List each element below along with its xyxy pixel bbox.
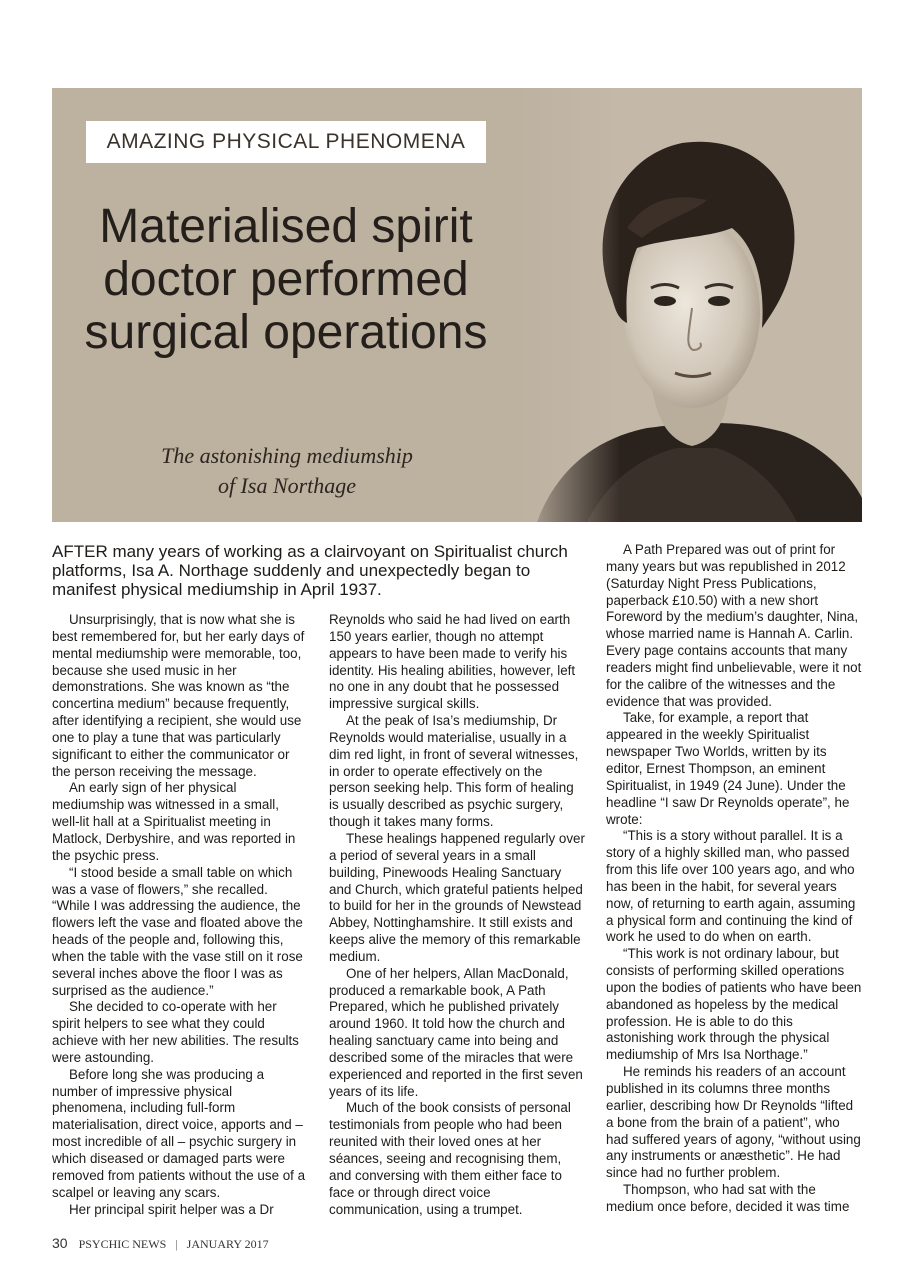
- paragraph: Her principal spirit helper was a Dr: [69, 1201, 274, 1217]
- paragraph: One of her helpers, Allan MacDonald, produced a remarkable book, A Path Prepared, which he published privately around 1960. It told how the church and healing sanctuary came into being and described some of the miracles that were experienced and reported in the first seven years of its life.: [329, 965, 583, 1099]
- paragraph: He reminds his readers of an account published in its columns three months earlier, describing how Dr Reynolds “lifted a bone from the brain of a patient”, who had suffered years of agony, “without using any instruments or anæsthetic”. He had since had no further problem.: [606, 1064, 861, 1181]
- intro-paragraph: AFTER many years of working as a clairvoyant on Spiritualist church platforms, Isa A. Northage suddenly and unexpectedly began to manifest physical mediumship in April 1937.: [52, 542, 568, 599]
- paragraph: Thompson, who had sat with the medium once before, decided it was time: [606, 1182, 850, 1214]
- paragraph: Much of the book consists of personal testimonials from people who had been reunited with their loved ones at her séances, seeing and recognising them, and conversing with them either face to face or through direct voice communication, using a trumpet.: [329, 1100, 571, 1217]
- hero-banner: [52, 88, 862, 522]
- section-kicker: AMAZING PHYSICAL PHENOMENA: [86, 121, 486, 163]
- footer-separator: |: [175, 1237, 178, 1251]
- page-number: 30: [52, 1235, 68, 1251]
- paragraph: Reynolds who said he had lived on earth 150 years earlier, though no attempt appears to have been made to verify his identity. His healing abilities, however, left no one in any doubt that he possessed impressive surgical skills.: [329, 612, 576, 712]
- portrait-photo-isa-northage: [517, 88, 862, 522]
- paragraph: Take, for example, a report that appeared in the weekly Spiritualist newspaper Two Worlds, written by its editor, Ernest Thompson, an eminent Spiritualist, in 1949 (24 June). Under the headline “I saw Dr Reynolds operate”, he wrote:: [606, 710, 850, 827]
- page-footer: [52, 1235, 269, 1252]
- paragraph: “I stood beside a small table on which was a vase of flowers,” she recalled. “While I was addressing the audience, the flowers left the vase and floated above the heads of the people and, following this, when the table with the vase still on it rose several inches above the floor I was as surprised as the audience.”: [52, 864, 303, 998]
- body-column-2: [329, 612, 585, 1218]
- paragraph: “This is a story without parallel. It is a story of a highly skilled man, who passed from this life over 100 years ago, and who has been in the habit, for several years now, of returning to earth again, assuming a physical form and continuing the kind of work he used to do when on earth.: [606, 828, 856, 945]
- publication-name: PSYCHIC NEWS: [78, 1237, 167, 1251]
- paragraph: An early sign of her physical mediumship was witnessed in a small, well-lit hall at a Spiritualist meeting in Matlock, Derbyshire, and was reported in the psychic press.: [52, 780, 296, 863]
- paragraph: These healings happened regularly over a period of several years in a small building, Pinewoods Healing Sanctuary and Church, which grateful patients helped to build for her in the grounds of Newstead Abbey, Nottinghamshire. It still exists and keeps alive the memory of this remarkable medium.: [329, 830, 585, 964]
- paragraph: Before long she was producing a number of impressive physical phenomena, including full-form materialisation, direct voice, apports and – most incredible of all – psychic surgery in which diseased or damaged parts were removed from patients without the use of a scalpel or leaving any scars.: [52, 1066, 306, 1200]
- paragraph: Unsurprisingly, that is now what she is best remembered for, but her early days of mental mediumship were memorable, too, because she used music in her demonstrations. She was known as “the concertina medium” because frequently, after identifying a recipient, she would use one to play a tune that was particularly significant to either the communicator or the person receiving the message.: [52, 612, 305, 779]
- body-column-1: [52, 612, 308, 1218]
- paragraph: A Path Prepared was out of print for many years but was republished in 2012 (Saturday Night Press Publications, paperback £10.50) with a new short Foreword by the medium’s daughter, Nina, whose married name is Hannah A. Carlin. Every page contains accounts that many readers might find unbelievable, were it not for the calibre of the witnesses and the evidence that was provided.: [606, 542, 862, 709]
- issue-date: JANUARY 2017: [186, 1237, 269, 1251]
- article-headline: Materialised spirit doctor performed surgical operations: [84, 200, 488, 359]
- article-subheading: [112, 441, 462, 501]
- paragraph: “This work is not ordinary labour, but consists of performing skilled operations upon the bodies of patients who have been abandoned as hopeless by the medical profession. He is able to do this astonishing work through the physical mediumship of Mrs Isa Northage.”: [606, 946, 862, 1063]
- body-column-3: [606, 542, 862, 1216]
- subheading-line-2: of Isa Northage: [217, 473, 357, 498]
- subheading-line-1: The astonishing mediumship: [161, 443, 413, 468]
- paragraph: She decided to co-operate with her spirit helpers to see what they could achieve with her new abilities. The results were astounding.: [52, 999, 299, 1065]
- paragraph: At the peak of Isa’s mediumship, Dr Reynolds would materialise, usually in a dim red light, in front of several witnesses, in order to operate effectively on the person seeking help. This form of healing is usually described as psychic surgery, though it takes many forms.: [329, 713, 579, 830]
